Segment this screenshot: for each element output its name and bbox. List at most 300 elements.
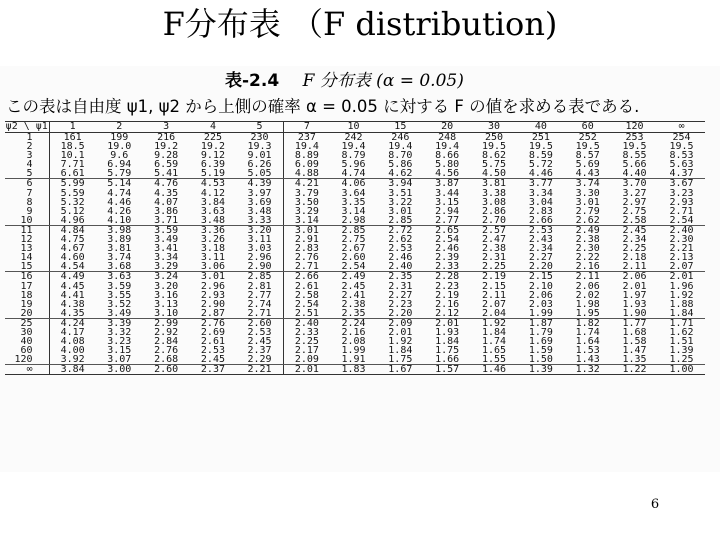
table-cell: 4.88 (283, 169, 330, 179)
column-header: 10 (330, 122, 377, 133)
row-df-label: 4 (5, 160, 49, 169)
table-cell: 2.01 (435, 317, 460, 329)
table-cell: 6.09 (283, 160, 330, 169)
table-cell: 1.39 (669, 345, 694, 357)
row-df-label: 16 (5, 272, 49, 282)
table-cell: 3.48 (190, 216, 237, 226)
table-cell: 2.35 (388, 271, 413, 283)
table-cell: 2.24 (341, 317, 366, 329)
table-cell: 1.47 (622, 345, 647, 357)
table-cell: 3.98 (107, 224, 132, 236)
table-cell: 1.50 (517, 355, 564, 365)
table-cell: 3.03 (247, 243, 272, 255)
table-cell: 2.02 (575, 289, 600, 301)
table-cell: 8.79 (341, 150, 366, 162)
table-cell: 2.29 (236, 355, 283, 365)
table-cell: 5.32 (60, 196, 85, 208)
table-cell: 1.59 (528, 345, 553, 357)
table-cell: 2.54 (435, 234, 460, 246)
table-cell: 4.40 (611, 169, 658, 179)
table-cell: 5.69 (575, 159, 600, 171)
table-cell: 3.64 (341, 187, 366, 199)
table-cell: 2.90 (200, 298, 225, 310)
table-cell: 3.22 (388, 196, 413, 208)
table-cell: 2.61 (283, 282, 330, 291)
table-cell: 4.00 (60, 345, 85, 357)
table-cell: 4.35 (49, 309, 96, 319)
table-cell: 3.74 (107, 252, 132, 264)
table-cell: 252 (578, 132, 597, 143)
table-cell: 3.71 (143, 216, 190, 226)
table-cell: 3.13 (154, 298, 179, 310)
column-header: 120 (611, 122, 658, 133)
table-cell: 1.93 (435, 326, 460, 338)
table-cell: 216 (157, 132, 176, 143)
table-cell: 2.75 (622, 205, 647, 217)
table-cell: 246 (391, 132, 410, 143)
table-cell: 3.01 (575, 196, 600, 208)
table-cell: 2.49 (341, 271, 366, 283)
table-cell: 3.08 (481, 196, 507, 208)
table-cell: 3.87 (435, 178, 460, 190)
table-cell: 1.68 (622, 326, 647, 338)
table-cell: 2.75 (341, 234, 366, 246)
table-cell: 19.4 (341, 141, 366, 153)
row-df-label: 9 (5, 207, 49, 216)
row-df-label: ∞ (5, 365, 49, 375)
table-cell: 2.38 (575, 234, 600, 246)
table-cell: 2.23 (435, 280, 460, 292)
table-cell: 1.92 (481, 317, 507, 329)
table-cell: 7.71 (60, 159, 85, 171)
table-cell: 1.00 (658, 365, 705, 375)
table-cell: 2.85 (341, 224, 366, 236)
table-cell: 4.43 (564, 169, 611, 179)
table-cell: 161 (63, 132, 82, 143)
table-cell: 2.10 (528, 280, 553, 292)
table-cell: 2.08 (341, 336, 366, 348)
table-cell: 2.06 (528, 289, 553, 301)
table-cell: 3.70 (622, 178, 647, 190)
table-cell: 2.27 (528, 252, 553, 264)
table-cell: 4.96 (49, 216, 96, 226)
table-cell: 3.06 (190, 262, 237, 272)
table-cell: 2.71 (236, 309, 283, 319)
table-cell: 3.41 (154, 243, 179, 255)
table-cell: 4.35 (154, 187, 179, 199)
table-cell: 8.62 (481, 150, 507, 162)
column-header: 40 (517, 122, 564, 133)
table-cell: 1.75 (377, 355, 424, 365)
table-cell: 2.35 (330, 309, 377, 319)
table-cell: 1.99 (517, 309, 564, 319)
table-cell: 8.57 (575, 150, 600, 162)
table-cell: 2.67 (341, 243, 366, 255)
table-cell: 2.03 (528, 298, 553, 310)
table-cell: 19.4 (283, 142, 330, 151)
row-df-label: 10 (5, 216, 49, 226)
table-cell: 3.74 (575, 178, 600, 190)
table-cell: 2.15 (481, 280, 507, 292)
table-cell: 3.14 (283, 216, 330, 226)
table-cell: 2.01 (283, 365, 330, 375)
table-cell: 242 (344, 132, 363, 143)
table-cell: 3.23 (669, 187, 694, 199)
table-cell: 3.01 (388, 205, 413, 217)
table-cell: 8.70 (388, 150, 413, 162)
table-cell: 3.32 (107, 326, 132, 338)
table-cell: 4.62 (377, 169, 424, 179)
table-cell: 2.39 (435, 252, 460, 264)
table-cell: 6.39 (200, 159, 225, 171)
table-cell: 8.53 (669, 150, 694, 162)
table-cell: 2.37 (190, 365, 237, 375)
table-cell: 2.38 (341, 298, 366, 310)
table-row (5, 216, 705, 226)
column-header: 2 (96, 122, 143, 133)
table-cell: 2.12 (424, 309, 471, 319)
table-cell: 10.1 (60, 150, 85, 162)
table-cell: 3.77 (528, 178, 553, 190)
table-cell: 3.39 (107, 317, 132, 329)
table-cell: 4.75 (60, 234, 85, 246)
table-cell: 2.65 (435, 224, 460, 236)
table-cell: 2.66 (283, 272, 330, 282)
table-cell: 9.28 (154, 150, 179, 162)
table-cell: 1.97 (622, 289, 647, 301)
table-cell: 3.84 (49, 365, 96, 375)
row-df-label: 17 (5, 282, 49, 291)
table-cell: 3.63 (107, 271, 132, 283)
table-cell: 3.01 (200, 271, 225, 283)
table-cell: 4.38 (60, 298, 85, 310)
column-header: 3 (143, 122, 190, 133)
table-cell: 19.5 (622, 141, 647, 153)
row-df-label: 18 (5, 291, 49, 300)
table-cell: 248 (438, 132, 457, 143)
table-cell: 3.92 (49, 355, 96, 365)
table-cell: 2.07 (481, 298, 507, 310)
table-cell: 4.49 (60, 271, 85, 283)
table-cell: 2.06 (622, 271, 647, 283)
table-cell: 3.29 (143, 262, 190, 272)
table-cell: 4.74 (330, 169, 377, 179)
table-cell: 2.54 (330, 262, 377, 272)
table-cell: 3.26 (200, 234, 225, 246)
table-cell: 3.34 (528, 187, 553, 199)
table-cell: 4.53 (200, 178, 225, 190)
table-cell: 1.53 (575, 345, 600, 357)
table-cell: 2.45 (247, 336, 272, 348)
table-cell: 4.06 (341, 178, 366, 190)
table-cell: 1.46 (471, 365, 518, 375)
table-cell: 2.69 (200, 326, 225, 338)
table-cell: 2.76 (154, 345, 179, 357)
table-cell: 4.67 (60, 243, 85, 255)
column-header: 15 (377, 122, 424, 133)
row-df-label: 8 (5, 198, 49, 207)
corner-label: ψ2 \ ψ1 (5, 121, 48, 132)
table-cell: 19.2 (154, 141, 179, 153)
table-cell: 2.17 (283, 346, 330, 355)
row-df-label: 6 (5, 179, 49, 189)
table-cell: 2.25 (622, 243, 647, 255)
table-cell: 1.84 (388, 345, 413, 357)
table-cell: 2.93 (669, 196, 694, 208)
table-cell: 5.96 (341, 159, 366, 171)
table-cell: 3.24 (154, 271, 179, 283)
row-df-label: 14 (5, 253, 49, 262)
table-cell: 2.92 (154, 326, 179, 338)
row-df-label: 2 (5, 142, 49, 151)
table-cell: 2.31 (481, 252, 507, 264)
table-cell: 2.28 (435, 271, 460, 283)
table-cell: 1.88 (669, 298, 694, 310)
table-cell: 1.84 (481, 326, 507, 338)
table-cell: 2.60 (143, 365, 190, 375)
table-cell: 250 (484, 132, 504, 143)
table-cell: 1.84 (658, 309, 705, 319)
row-df-label: 20 (5, 309, 49, 319)
table-cell: 2.53 (528, 224, 553, 236)
table-cell: 3.16 (154, 289, 179, 301)
row-df-label: 30 (5, 328, 49, 337)
table-cell: 2.61 (200, 336, 225, 348)
table-cell: 4.10 (96, 216, 143, 226)
table-cell: 2.22 (575, 252, 600, 264)
table-cell: 2.16 (341, 326, 366, 338)
table-cell: 1.87 (528, 317, 553, 329)
table-cell: 2.68 (143, 355, 190, 365)
table-cell: 2.45 (341, 280, 366, 292)
table-subtitle: F 分布表 (α = 0.05) (302, 71, 464, 91)
table-cell: 2.21 (236, 365, 283, 375)
table-cell: 1.75 (435, 345, 460, 357)
table-cell: 254 (672, 132, 691, 143)
table-cell: 1.90 (611, 309, 658, 319)
table-cell: 2.96 (200, 280, 225, 292)
row-df-label: 5 (5, 169, 49, 179)
table-cell: 2.60 (247, 317, 272, 329)
table-cell: 3.15 (107, 345, 132, 357)
table-cell: 2.30 (575, 243, 600, 255)
table-cell: 3.00 (96, 365, 143, 375)
table-cell: 2.01 (622, 280, 647, 292)
table-cell: 2.86 (481, 205, 507, 217)
table-cell: 2.19 (481, 271, 507, 283)
row-df-label: 7 (5, 189, 49, 198)
table-cell: 5.72 (528, 159, 553, 171)
table-cell: 1.92 (388, 336, 413, 348)
table-cell: 5.12 (60, 205, 85, 217)
table-cell: 4.21 (283, 179, 330, 189)
table-cell: 19.2 (200, 141, 225, 153)
table-cell: 3.30 (575, 187, 600, 199)
table-cell: 2.16 (435, 298, 460, 310)
table-cell: 3.23 (107, 336, 132, 348)
table-cell: 2.58 (283, 291, 330, 300)
table-cell: 2.11 (611, 262, 658, 272)
table-cell: 2.83 (283, 244, 330, 253)
table-cell: 3.94 (388, 178, 413, 190)
table-cell: 1.67 (377, 365, 424, 375)
table-cell: 2.47 (481, 234, 507, 246)
row-df-label: 13 (5, 244, 49, 253)
column-header: 20 (424, 122, 471, 133)
table-cell: 2.81 (247, 280, 272, 292)
table-cell: 5.75 (481, 159, 507, 171)
table-caption: この表は自由度 ψ1, ψ2 から上側の確率 α = 0.05 に対する F の値を求める表である. (6, 97, 640, 116)
table-cell: 2.76 (283, 253, 330, 262)
table-cell: 2.87 (190, 309, 237, 319)
table-cell: 237 (283, 133, 330, 143)
table-cell: 3.50 (283, 198, 330, 207)
table-cell: 5.63 (669, 159, 694, 171)
table-cell: 2.41 (341, 289, 366, 301)
table-cell: 6.26 (247, 159, 272, 171)
table-cell: 3.69 (247, 196, 272, 208)
table-cell: 3.86 (154, 205, 179, 217)
table-cell: 3.55 (107, 289, 132, 301)
table-cell: 2.04 (471, 309, 518, 319)
table-cell: 1.84 (435, 336, 460, 348)
table-cell: 5.80 (435, 159, 460, 171)
table-cell: 2.15 (528, 271, 553, 283)
table-cell: 3.68 (96, 262, 143, 272)
table-cell: 19.0 (107, 141, 132, 153)
table-cell: 3.89 (107, 234, 132, 246)
table-cell: 1.43 (564, 355, 611, 365)
table-heading (225, 71, 464, 91)
table-cell: 8.59 (528, 150, 553, 162)
f-distribution-table (5, 121, 705, 375)
table-cell: 2.16 (564, 262, 611, 272)
table-cell: 4.54 (49, 262, 96, 272)
table-cell: 2.21 (669, 243, 694, 255)
table-cell: 2.53 (247, 326, 272, 338)
table-cell: 3.33 (236, 216, 283, 226)
table-cell: 8.89 (283, 151, 330, 160)
table-cell: 2.74 (247, 298, 272, 310)
table-cell: 6.61 (49, 169, 96, 179)
column-header: 60 (564, 122, 611, 133)
table-cell: 2.85 (247, 271, 272, 283)
slide-title: F分布表 （F distribution) (162, 5, 558, 43)
table-cell: 2.54 (658, 216, 705, 226)
table-cell: 2.53 (388, 243, 413, 255)
table-cell: 4.24 (60, 317, 85, 329)
table-cell: 2.13 (669, 252, 694, 264)
table-cell: 1.99 (341, 345, 366, 357)
page-number: 6 (650, 497, 660, 512)
table-cell: 2.76 (200, 317, 225, 329)
table-cell: 2.77 (247, 289, 272, 301)
table-cell: 5.05 (236, 169, 283, 179)
table-cell: 1.74 (575, 326, 600, 338)
table-cell: 4.46 (517, 169, 564, 179)
table-cell: 4.41 (60, 289, 85, 301)
table-cell: 2.45 (622, 224, 647, 236)
row-df-label: 12 (5, 235, 49, 244)
table-cell: 3.59 (154, 224, 179, 236)
row-df-label: 40 (5, 337, 49, 346)
table-cell: 2.11 (575, 271, 600, 283)
table-cell: 1.66 (424, 355, 471, 365)
table-row (5, 309, 705, 319)
table-cell: 2.34 (622, 234, 647, 246)
row-df-label: 25 (5, 318, 49, 328)
table-cell: 2.40 (283, 318, 330, 328)
table-cell: 2.49 (575, 224, 600, 236)
table-cell: 3.51 (388, 187, 413, 199)
table-cell: 230 (250, 132, 269, 143)
table-cell: 3.01 (283, 225, 330, 235)
table-cell: 4.39 (247, 178, 272, 190)
table-header-row (5, 122, 705, 133)
table-cell: 199 (110, 132, 129, 143)
table-cell: 1.25 (658, 355, 705, 365)
table-cell: 4.08 (60, 336, 85, 348)
table-cell: 2.38 (481, 243, 507, 255)
table-cell: 1.62 (669, 326, 694, 338)
table-cell: 2.01 (388, 326, 413, 338)
table-cell: 9.6 (110, 150, 129, 162)
table-row (5, 365, 705, 375)
table-cell: 19.5 (481, 141, 507, 153)
table-cell: 2.06 (575, 280, 600, 292)
table-cell: 4.50 (471, 169, 518, 179)
table-cell: 6.59 (154, 159, 179, 171)
table-cell: 3.79 (283, 189, 330, 198)
table-cell: 3.27 (622, 187, 647, 199)
table-cell: 2.60 (341, 252, 366, 264)
table-cell: 2.19 (435, 289, 460, 301)
table-cell: 3.81 (481, 178, 507, 190)
table-cell: 3.11 (247, 234, 272, 246)
table-cell: 5.99 (60, 178, 85, 190)
table-cell: 2.72 (388, 224, 413, 236)
table-cell: 2.25 (283, 337, 330, 346)
table-cell: 1.22 (611, 365, 658, 375)
table-cell: 2.31 (388, 280, 413, 292)
table-cell: 1.93 (622, 298, 647, 310)
table-cell: 9.01 (247, 150, 272, 162)
table-cell: 2.97 (622, 196, 647, 208)
table-cell: 3.15 (435, 196, 460, 208)
table-cell: 3.44 (435, 187, 460, 199)
table-cell: 19.4 (388, 141, 413, 153)
table-cell: 2.43 (528, 234, 553, 246)
table-number: 表-2.4 (225, 71, 280, 91)
table-cell: 3.20 (247, 224, 272, 236)
table-cell: 2.11 (481, 289, 507, 301)
table-cell: 4.74 (107, 187, 132, 199)
table-cell: 2.20 (517, 262, 564, 272)
table-cell: 2.71 (283, 262, 330, 272)
table-cell: 5.14 (107, 178, 132, 190)
table-cell: 2.01 (669, 271, 694, 283)
table-cell: 2.37 (247, 345, 272, 357)
column-header: 7 (283, 122, 330, 133)
table-cell: 1.82 (575, 317, 600, 329)
table-cell: 2.90 (236, 262, 283, 272)
table-cell: 2.33 (283, 328, 330, 337)
table-cell: 225 (203, 132, 222, 143)
table-cell: 1.32 (564, 365, 611, 375)
table-cell: 19.5 (575, 141, 600, 153)
table-cell: 1.77 (622, 317, 647, 329)
table-cell: 3.14 (341, 205, 366, 217)
